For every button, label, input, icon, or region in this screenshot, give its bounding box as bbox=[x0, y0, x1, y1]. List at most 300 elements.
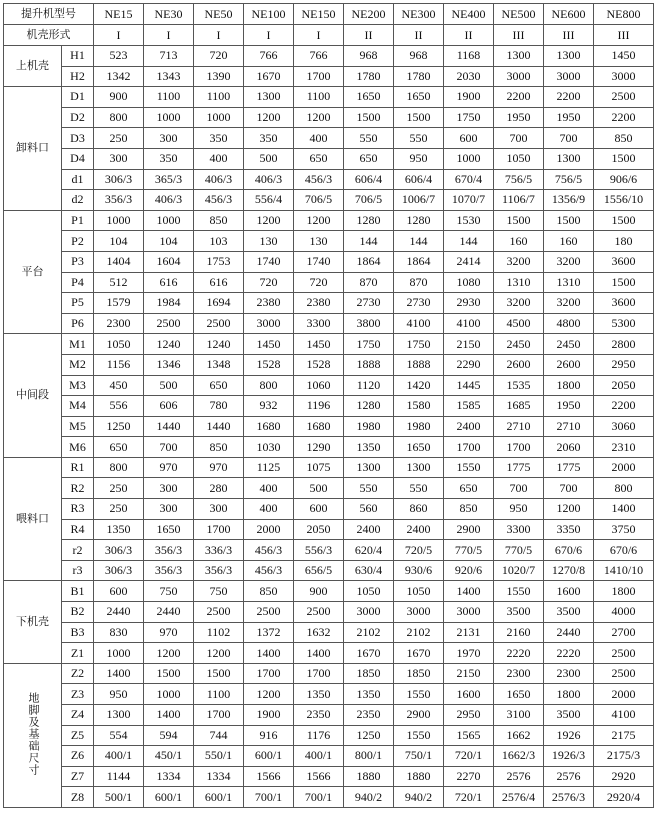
value-cell: 1450 bbox=[294, 334, 344, 355]
value-cell: 2300 bbox=[94, 313, 144, 334]
value-cell: 970 bbox=[144, 622, 194, 643]
row-code: M2 bbox=[62, 354, 94, 375]
value-cell: 1280 bbox=[344, 210, 394, 231]
value-cell: 2380 bbox=[244, 293, 294, 314]
row-code: D4 bbox=[62, 148, 94, 169]
value-cell: 104 bbox=[94, 231, 144, 252]
value-cell: 450/1 bbox=[144, 746, 194, 767]
value-cell: 350 bbox=[144, 148, 194, 169]
value-cell: 766 bbox=[294, 46, 344, 67]
table-row bbox=[4, 231, 654, 252]
model-header-cell: NE500 bbox=[494, 4, 544, 25]
value-cell: 1888 bbox=[344, 354, 394, 375]
value-cell: 1000 bbox=[194, 107, 244, 128]
table-row bbox=[4, 540, 654, 561]
row-code: Z7 bbox=[62, 766, 94, 787]
value-cell: 1060 bbox=[294, 375, 344, 396]
value-cell: 1240 bbox=[144, 334, 194, 355]
value-cell: 744 bbox=[194, 725, 244, 746]
value-cell: 1280 bbox=[344, 396, 394, 417]
model-header-cell: NE300 bbox=[394, 4, 444, 25]
value-cell: 2200 bbox=[594, 107, 654, 128]
value-cell: 1926/3 bbox=[544, 746, 594, 767]
value-cell: 950 bbox=[94, 684, 144, 705]
value-cell: 280 bbox=[194, 478, 244, 499]
value-cell: 650 bbox=[294, 148, 344, 169]
row-code: H1 bbox=[62, 46, 94, 67]
value-cell: 3500 bbox=[544, 705, 594, 726]
value-cell: 3800 bbox=[344, 313, 394, 334]
value-cell: 1000 bbox=[444, 148, 494, 169]
table-row bbox=[4, 128, 654, 149]
value-cell: 1342 bbox=[94, 66, 144, 87]
table-row bbox=[4, 457, 654, 478]
value-cell: 500 bbox=[244, 148, 294, 169]
value-cell: 700 bbox=[544, 128, 594, 149]
value-cell: 2175 bbox=[594, 725, 654, 746]
row-code: D1 bbox=[62, 87, 94, 108]
value-cell: 2710 bbox=[494, 416, 544, 437]
value-cell: 1550 bbox=[444, 457, 494, 478]
value-cell: 1250 bbox=[94, 416, 144, 437]
value-cell: 1100 bbox=[144, 87, 194, 108]
value-cell: 350 bbox=[244, 128, 294, 149]
value-cell: 1753 bbox=[194, 251, 244, 272]
value-cell: 456/3 bbox=[294, 169, 344, 190]
value-cell: 2102 bbox=[344, 622, 394, 643]
value-cell: 3200 bbox=[544, 251, 594, 272]
value-cell: 400 bbox=[244, 478, 294, 499]
value-cell: 650 bbox=[344, 148, 394, 169]
value-cell: 1650 bbox=[144, 519, 194, 540]
value-cell: 1000 bbox=[94, 643, 144, 664]
value-cell: 306/3 bbox=[94, 169, 144, 190]
value-cell: 2500 bbox=[194, 602, 244, 623]
value-cell: 1200 bbox=[144, 643, 194, 664]
value-cell: 2730 bbox=[394, 293, 444, 314]
type-header-cell: I bbox=[94, 25, 144, 46]
value-cell: 1700 bbox=[294, 663, 344, 684]
value-cell: 1030 bbox=[244, 437, 294, 458]
value-cell: 456/3 bbox=[244, 560, 294, 581]
table-row bbox=[4, 622, 654, 643]
value-cell: 1300 bbox=[344, 457, 394, 478]
value-cell: 650 bbox=[194, 375, 244, 396]
value-cell: 3350 bbox=[544, 519, 594, 540]
value-cell: 300 bbox=[194, 499, 244, 520]
value-cell: 2400 bbox=[344, 519, 394, 540]
table-row bbox=[4, 416, 654, 437]
value-cell: 2930 bbox=[444, 293, 494, 314]
type-header-cell: III bbox=[594, 25, 654, 46]
value-cell: 1334 bbox=[194, 766, 244, 787]
type-header-label: 机壳形式 bbox=[4, 25, 94, 46]
value-cell: 1420 bbox=[394, 375, 444, 396]
value-cell: 2900 bbox=[394, 705, 444, 726]
type-header-cell: II bbox=[344, 25, 394, 46]
value-cell: 1500 bbox=[144, 663, 194, 684]
value-cell: 1400 bbox=[94, 663, 144, 684]
value-cell: 1700 bbox=[444, 437, 494, 458]
value-cell: 2730 bbox=[344, 293, 394, 314]
value-cell: 2576/4 bbox=[494, 787, 544, 808]
value-cell: 554 bbox=[94, 725, 144, 746]
value-cell: 523 bbox=[94, 46, 144, 67]
value-cell: 2400 bbox=[444, 416, 494, 437]
value-cell: 3300 bbox=[294, 313, 344, 334]
value-cell: 406/3 bbox=[194, 169, 244, 190]
value-cell: 2102 bbox=[394, 622, 444, 643]
value-cell: 160 bbox=[544, 231, 594, 252]
value-cell: 1343 bbox=[144, 66, 194, 87]
value-cell: 1970 bbox=[444, 643, 494, 664]
value-cell: 1200 bbox=[244, 210, 294, 231]
value-cell: 720 bbox=[244, 272, 294, 293]
value-cell: 2300 bbox=[544, 663, 594, 684]
value-cell: 1000 bbox=[144, 210, 194, 231]
value-cell: 1200 bbox=[244, 107, 294, 128]
value-cell: 2175/3 bbox=[594, 746, 654, 767]
value-cell: 1750 bbox=[344, 334, 394, 355]
value-cell: 670/6 bbox=[594, 540, 654, 561]
value-cell: 770/5 bbox=[444, 540, 494, 561]
value-cell: 750 bbox=[194, 581, 244, 602]
value-cell: 556/4 bbox=[244, 190, 294, 211]
value-cell: 356/3 bbox=[94, 190, 144, 211]
value-cell: 1579 bbox=[94, 293, 144, 314]
model-header-cell: NE100 bbox=[244, 4, 294, 25]
value-cell: 1080 bbox=[444, 272, 494, 293]
table-row bbox=[4, 210, 654, 231]
value-cell: 1500 bbox=[194, 663, 244, 684]
value-cell: 656/5 bbox=[294, 560, 344, 581]
value-cell: 1888 bbox=[394, 354, 444, 375]
value-cell: 550 bbox=[344, 128, 394, 149]
value-cell: 720/1 bbox=[444, 746, 494, 767]
value-cell: 1632 bbox=[294, 622, 344, 643]
model-header-cell: NE50 bbox=[194, 4, 244, 25]
value-cell: 130 bbox=[294, 231, 344, 252]
value-cell: 2920 bbox=[594, 766, 654, 787]
table-row bbox=[4, 437, 654, 458]
value-cell: 606/4 bbox=[344, 169, 394, 190]
table-row bbox=[4, 169, 654, 190]
value-cell: 930/6 bbox=[394, 560, 444, 581]
value-cell: 1400 bbox=[144, 705, 194, 726]
value-cell: 180 bbox=[594, 231, 654, 252]
value-cell: 2350 bbox=[344, 705, 394, 726]
value-cell: 1700 bbox=[494, 437, 544, 458]
value-cell: 1050 bbox=[494, 148, 544, 169]
value-cell: 600 bbox=[444, 128, 494, 149]
value-cell: 1144 bbox=[94, 766, 144, 787]
type-header-cell: III bbox=[544, 25, 594, 46]
value-cell: 130 bbox=[244, 231, 294, 252]
value-cell: 906/6 bbox=[594, 169, 654, 190]
value-cell: 1176 bbox=[294, 725, 344, 746]
value-cell: 1350 bbox=[94, 519, 144, 540]
table-row bbox=[4, 643, 654, 664]
table-row bbox=[4, 787, 654, 808]
value-cell: 1880 bbox=[394, 766, 444, 787]
value-cell: 2000 bbox=[594, 684, 654, 705]
value-cell: 600/1 bbox=[244, 746, 294, 767]
value-cell: 650 bbox=[94, 437, 144, 458]
value-cell: 720/5 bbox=[394, 540, 444, 561]
value-cell: 2150 bbox=[444, 334, 494, 355]
value-cell: 1250 bbox=[344, 725, 394, 746]
value-cell: 1310 bbox=[494, 272, 544, 293]
value-cell: 2050 bbox=[294, 519, 344, 540]
value-cell: 3000 bbox=[494, 66, 544, 87]
table-row bbox=[4, 251, 654, 272]
value-cell: 1585 bbox=[444, 396, 494, 417]
value-cell: 860 bbox=[394, 499, 444, 520]
value-cell: 2710 bbox=[544, 416, 594, 437]
model-header-cell: NE600 bbox=[544, 4, 594, 25]
value-cell: 800 bbox=[94, 457, 144, 478]
value-cell: 916 bbox=[244, 725, 294, 746]
row-code: R1 bbox=[62, 457, 94, 478]
value-cell: 766 bbox=[244, 46, 294, 67]
value-cell: 3000 bbox=[444, 602, 494, 623]
value-cell: 1550 bbox=[494, 581, 544, 602]
value-cell: 1120 bbox=[344, 375, 394, 396]
value-cell: 1650 bbox=[344, 87, 394, 108]
value-cell: 1604 bbox=[144, 251, 194, 272]
value-cell: 456/3 bbox=[244, 540, 294, 561]
row-code: B3 bbox=[62, 622, 94, 643]
value-cell: 2500 bbox=[294, 602, 344, 623]
value-cell: 306/3 bbox=[94, 560, 144, 581]
value-cell: 700/1 bbox=[244, 787, 294, 808]
value-cell: 560 bbox=[344, 499, 394, 520]
value-cell: 1950 bbox=[544, 396, 594, 417]
table-row bbox=[4, 396, 654, 417]
value-cell: 606/4 bbox=[394, 169, 444, 190]
row-code: Z5 bbox=[62, 725, 94, 746]
table-row bbox=[4, 66, 654, 87]
value-cell: 1290 bbox=[294, 437, 344, 458]
value-cell: 2576 bbox=[544, 766, 594, 787]
value-cell: 700 bbox=[544, 478, 594, 499]
value-cell: 1240 bbox=[194, 334, 244, 355]
value-cell: 2290 bbox=[444, 354, 494, 375]
value-cell: 1200 bbox=[194, 643, 244, 664]
value-cell: 800 bbox=[94, 107, 144, 128]
value-cell: 1650 bbox=[394, 437, 444, 458]
value-cell: 2500 bbox=[244, 602, 294, 623]
value-cell: 2220 bbox=[544, 643, 594, 664]
value-cell: 300 bbox=[144, 478, 194, 499]
value-cell: 306/3 bbox=[94, 540, 144, 561]
row-code: P3 bbox=[62, 251, 94, 272]
value-cell: 2300 bbox=[494, 663, 544, 684]
value-cell: 3500 bbox=[544, 602, 594, 623]
value-cell: 1800 bbox=[594, 581, 654, 602]
row-code: R3 bbox=[62, 499, 94, 520]
row-code: R2 bbox=[62, 478, 94, 499]
value-cell: 2150 bbox=[444, 663, 494, 684]
value-cell: 1984 bbox=[144, 293, 194, 314]
value-cell: 970 bbox=[194, 457, 244, 478]
value-cell: 3000 bbox=[594, 66, 654, 87]
value-cell: 2270 bbox=[444, 766, 494, 787]
value-cell: 920/6 bbox=[444, 560, 494, 581]
value-cell: 830 bbox=[94, 622, 144, 643]
value-cell: 1740 bbox=[294, 251, 344, 272]
value-cell: 1566 bbox=[294, 766, 344, 787]
value-cell: 700 bbox=[494, 128, 544, 149]
type-header-cell: III bbox=[494, 25, 544, 46]
value-cell: 500 bbox=[294, 478, 344, 499]
value-cell: 1156 bbox=[94, 354, 144, 375]
value-cell: 670/4 bbox=[444, 169, 494, 190]
value-cell: 3750 bbox=[594, 519, 654, 540]
value-cell: 550 bbox=[394, 478, 444, 499]
value-cell: 1864 bbox=[394, 251, 444, 272]
value-cell: 620/4 bbox=[344, 540, 394, 561]
value-cell: 144 bbox=[444, 231, 494, 252]
value-cell: 1800 bbox=[544, 375, 594, 396]
value-cell: 706/5 bbox=[294, 190, 344, 211]
value-cell: 400 bbox=[194, 148, 244, 169]
value-cell: 1075 bbox=[294, 457, 344, 478]
value-cell: 750/1 bbox=[394, 746, 444, 767]
row-code: d2 bbox=[62, 190, 94, 211]
value-cell: 2310 bbox=[594, 437, 654, 458]
value-cell: 1400 bbox=[594, 499, 654, 520]
value-cell: 1050 bbox=[344, 581, 394, 602]
value-cell: 1550 bbox=[394, 725, 444, 746]
value-cell: 1200 bbox=[244, 684, 294, 705]
row-code: B2 bbox=[62, 602, 94, 623]
value-cell: 1700 bbox=[294, 66, 344, 87]
value-cell: 4800 bbox=[544, 313, 594, 334]
value-cell: 1670 bbox=[344, 643, 394, 664]
value-cell: 2440 bbox=[94, 602, 144, 623]
value-cell: 2950 bbox=[594, 354, 654, 375]
value-cell: 1106/7 bbox=[494, 190, 544, 211]
table-row bbox=[4, 519, 654, 540]
type-header-cell: II bbox=[444, 25, 494, 46]
dimension-table bbox=[3, 3, 654, 808]
table-row bbox=[4, 725, 654, 746]
value-cell: 616 bbox=[194, 272, 244, 293]
value-cell: 770/5 bbox=[494, 540, 544, 561]
value-cell: 1528 bbox=[244, 354, 294, 375]
value-cell: 2576 bbox=[494, 766, 544, 787]
value-cell: 3000 bbox=[244, 313, 294, 334]
value-cell: 1310 bbox=[544, 272, 594, 293]
type-header-cell: I bbox=[244, 25, 294, 46]
value-cell: 1196 bbox=[294, 396, 344, 417]
group-label: 卸料口 bbox=[4, 87, 62, 211]
value-cell: 1565 bbox=[444, 725, 494, 746]
row-code: Z3 bbox=[62, 684, 94, 705]
value-cell: 940/2 bbox=[344, 787, 394, 808]
value-cell: 1980 bbox=[344, 416, 394, 437]
value-cell: 3100 bbox=[494, 705, 544, 726]
type-header-cell: II bbox=[394, 25, 444, 46]
value-cell: 720 bbox=[294, 272, 344, 293]
value-cell: 3060 bbox=[594, 416, 654, 437]
value-cell: 1650 bbox=[394, 87, 444, 108]
row-code: B1 bbox=[62, 581, 94, 602]
value-cell: 4500 bbox=[494, 313, 544, 334]
value-cell: 1650 bbox=[494, 684, 544, 705]
value-cell: 1600 bbox=[544, 581, 594, 602]
value-cell: 950 bbox=[494, 499, 544, 520]
table-row bbox=[4, 766, 654, 787]
value-cell: 1775 bbox=[544, 457, 594, 478]
value-cell: 1400 bbox=[294, 643, 344, 664]
model-header-cell: NE200 bbox=[344, 4, 394, 25]
value-cell: 1950 bbox=[544, 107, 594, 128]
model-header-cell: NE15 bbox=[94, 4, 144, 25]
value-cell: 3600 bbox=[594, 251, 654, 272]
value-cell: 850 bbox=[194, 437, 244, 458]
value-cell: 3200 bbox=[494, 293, 544, 314]
value-cell: 1200 bbox=[294, 107, 344, 128]
value-cell: 1300 bbox=[394, 457, 444, 478]
value-cell: 512 bbox=[94, 272, 144, 293]
value-cell: 1900 bbox=[244, 705, 294, 726]
value-cell: 400 bbox=[244, 499, 294, 520]
value-cell: 713 bbox=[144, 46, 194, 67]
value-cell: 1700 bbox=[194, 519, 244, 540]
value-cell: 1500 bbox=[594, 272, 654, 293]
row-code: Z2 bbox=[62, 663, 94, 684]
value-cell: 2950 bbox=[444, 705, 494, 726]
value-cell: 1300 bbox=[244, 87, 294, 108]
value-cell: 800 bbox=[244, 375, 294, 396]
value-cell: 1050 bbox=[394, 581, 444, 602]
value-cell: 2500 bbox=[594, 663, 654, 684]
value-cell: 1300 bbox=[544, 148, 594, 169]
value-cell: 2220 bbox=[494, 643, 544, 664]
value-cell: 1864 bbox=[344, 251, 394, 272]
value-cell: 1000 bbox=[94, 210, 144, 231]
value-cell: 1700 bbox=[194, 705, 244, 726]
value-cell: 1694 bbox=[194, 293, 244, 314]
row-code: M4 bbox=[62, 396, 94, 417]
value-cell: 2050 bbox=[594, 375, 654, 396]
value-cell: 1100 bbox=[294, 87, 344, 108]
row-code: r3 bbox=[62, 560, 94, 581]
group-label: 上机壳 bbox=[4, 46, 62, 87]
value-cell: 365/3 bbox=[144, 169, 194, 190]
value-cell: 850 bbox=[444, 499, 494, 520]
value-cell: 456/3 bbox=[194, 190, 244, 211]
value-cell: 1070/7 bbox=[444, 190, 494, 211]
value-cell: 968 bbox=[344, 46, 394, 67]
value-cell: 1168 bbox=[444, 46, 494, 67]
value-cell: 756/5 bbox=[544, 169, 594, 190]
value-cell: 2200 bbox=[494, 87, 544, 108]
value-cell: 1980 bbox=[394, 416, 444, 437]
value-cell: 1125 bbox=[244, 457, 294, 478]
value-cell: 1350 bbox=[344, 684, 394, 705]
value-cell: 1926 bbox=[544, 725, 594, 746]
value-cell: 1780 bbox=[394, 66, 444, 87]
value-cell: 556/3 bbox=[294, 540, 344, 561]
value-cell: 2440 bbox=[144, 602, 194, 623]
value-cell: 2440 bbox=[544, 622, 594, 643]
value-cell: 594 bbox=[144, 725, 194, 746]
value-cell: 2600 bbox=[494, 354, 544, 375]
value-cell: 3000 bbox=[344, 602, 394, 623]
